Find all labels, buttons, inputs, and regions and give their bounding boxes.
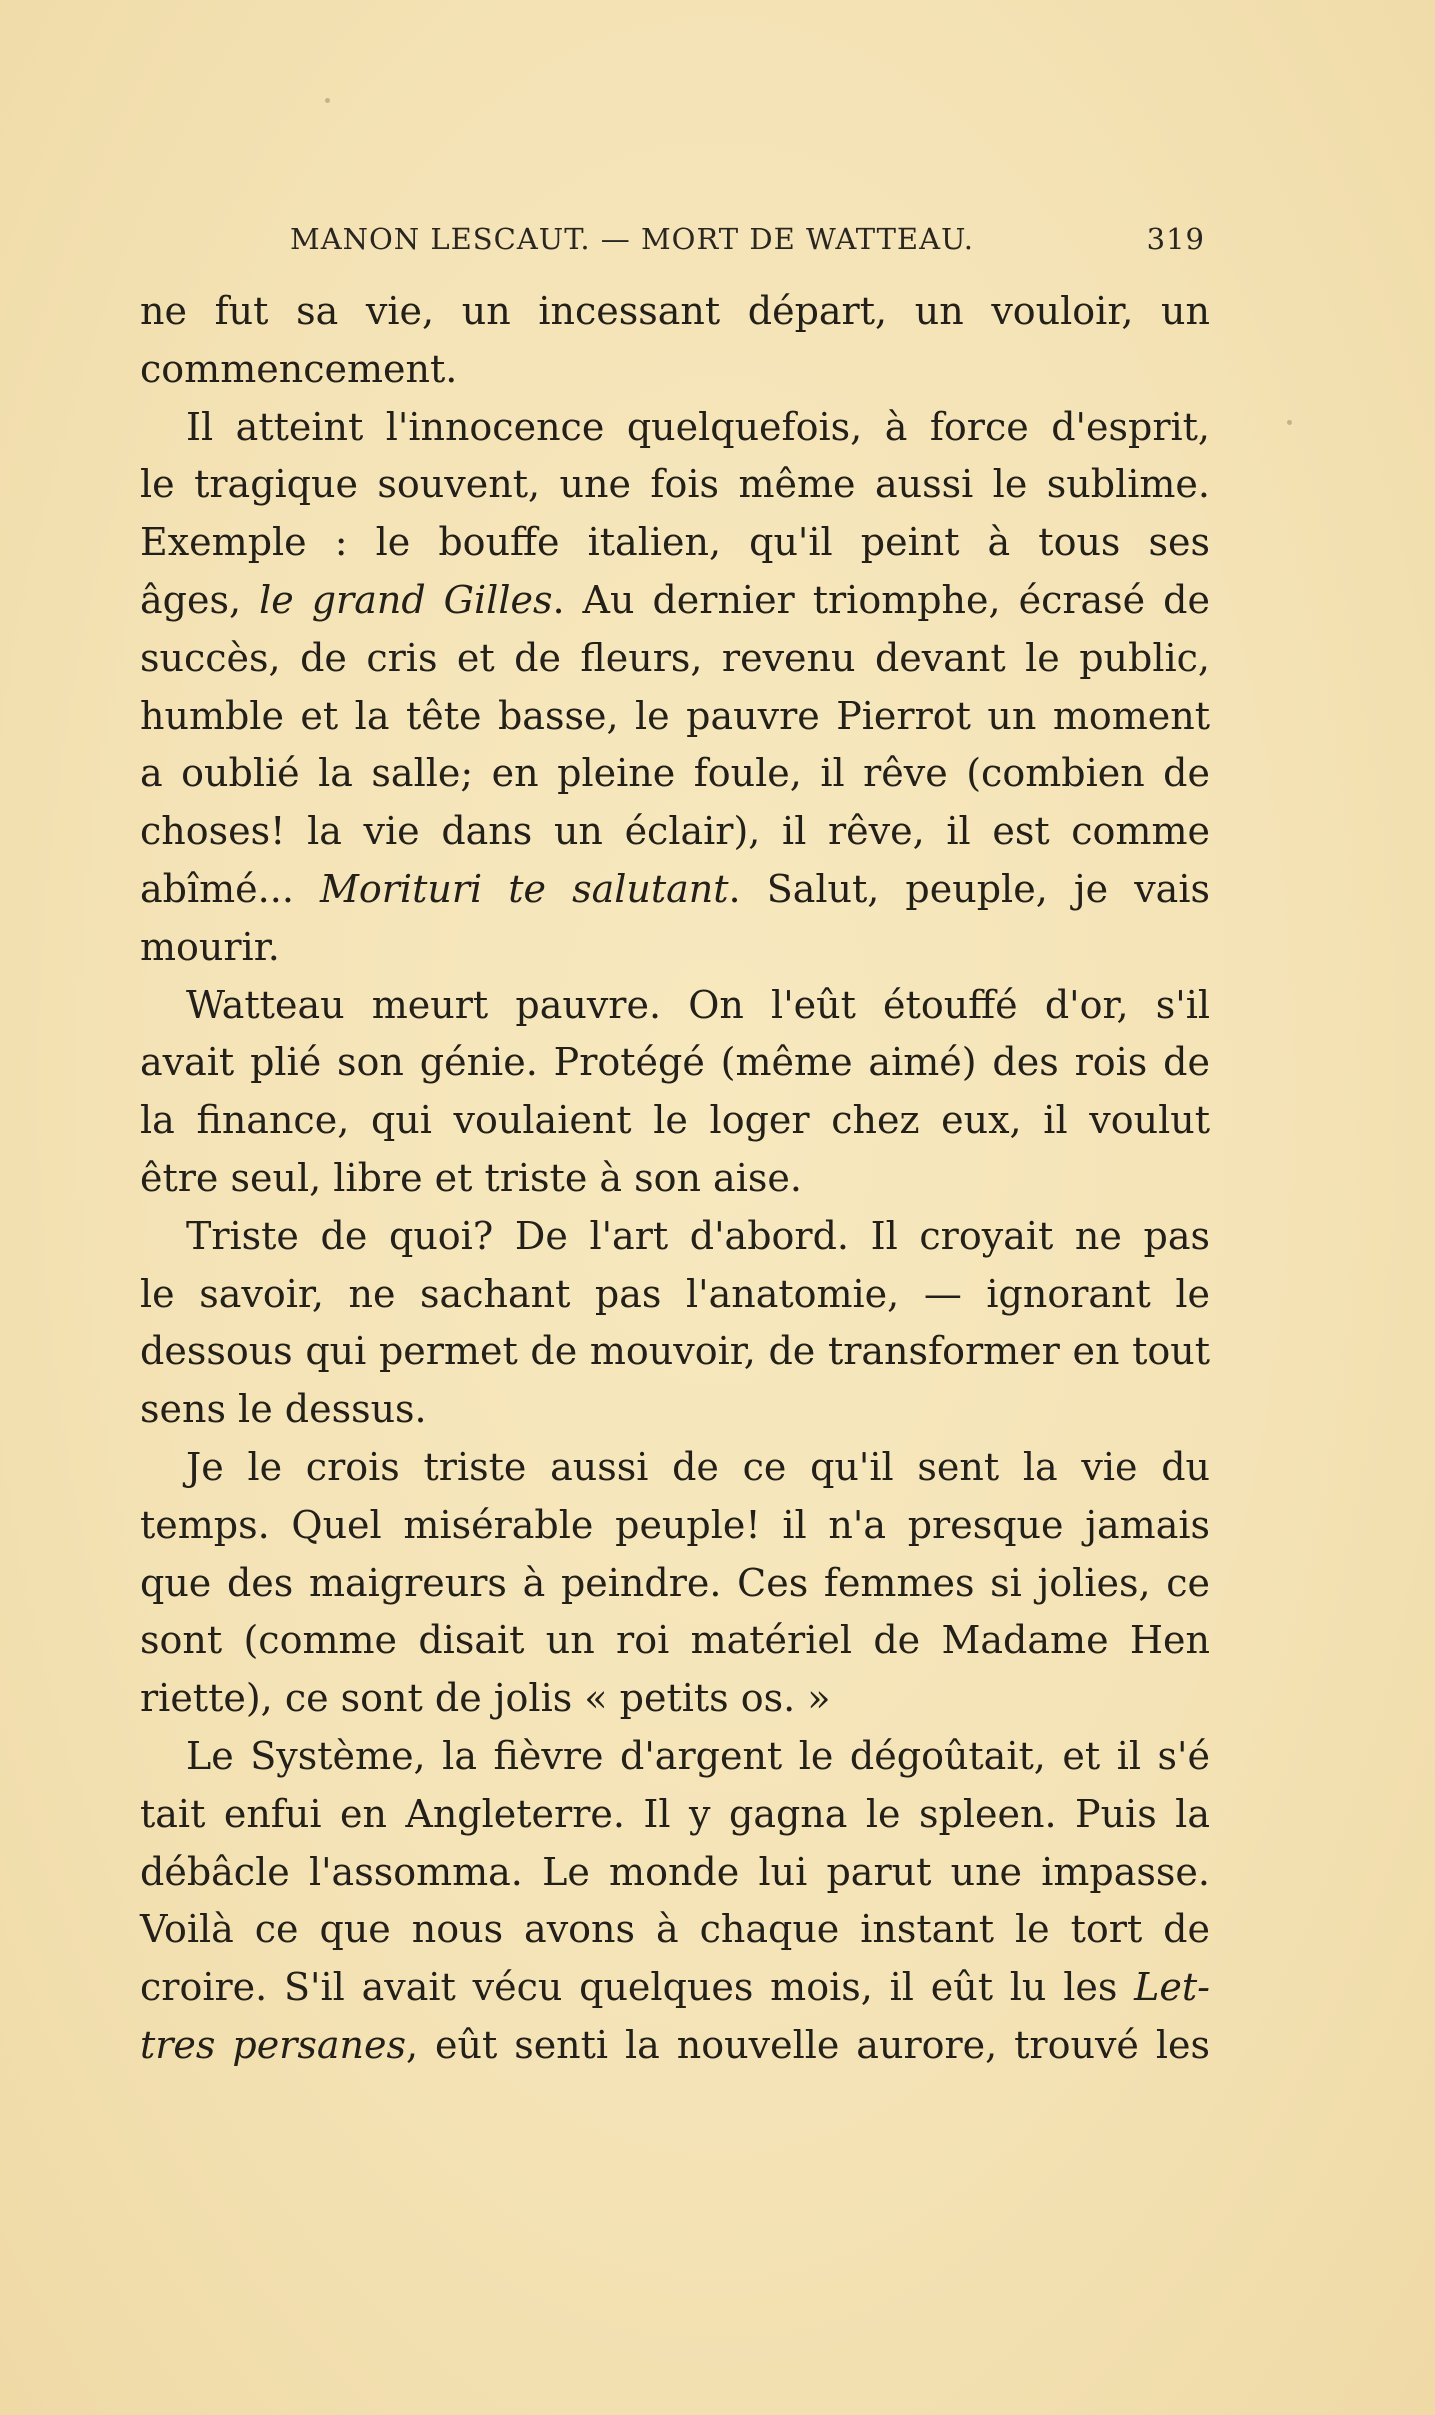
text-run: la finance, qui voulaient le loger chez eux, il voulut xyxy=(140,1098,1210,1143)
text-run: abîmé... xyxy=(140,866,320,911)
text-run: , eût senti la nouvelle aurore, trouvé les xyxy=(405,2022,1210,2067)
text-line xyxy=(140,341,1210,399)
paper-speck xyxy=(1287,420,1292,425)
text-run: ne fut sa vie, un incessant départ, un vouloir, un xyxy=(140,289,1210,333)
text-line xyxy=(140,1901,1210,1959)
text-line xyxy=(140,1092,1210,1150)
text-run: Le Système, la fièvre d'argent le dégoûtait, et il s'é xyxy=(186,1733,1210,1778)
text-line xyxy=(140,1844,1210,1902)
italic-title: le grand Gilles xyxy=(259,577,553,622)
text-line xyxy=(140,2017,1210,2075)
text-line xyxy=(140,456,1210,514)
text-line xyxy=(140,1208,1210,1266)
text-run: Exemple : le bouffe italien, qu'il peint à tous ses xyxy=(140,520,1210,565)
text-line xyxy=(140,514,1210,572)
text-run: que des maigreurs à peindre. Ces femmes si jolies, ce xyxy=(140,1560,1210,1605)
text-line xyxy=(140,1266,1210,1324)
text-line xyxy=(140,688,1210,746)
text-line xyxy=(140,1670,1210,1728)
text-run: avait plié son génie. Protégé (même aimé) des rois de xyxy=(140,1040,1210,1085)
text-run: tait enfui en Angleterre. Il y gagna le spleen. Puis la xyxy=(140,1791,1210,1836)
text-run: a oublié la salle; en pleine foule, il rêve (combien de xyxy=(140,751,1210,796)
italic-title: tres persanes xyxy=(140,2022,406,2067)
text-run: . Au dernier triomphe, écrasé de xyxy=(552,577,1210,622)
text-run: le tragique souvent, une fois même aussi le sublime. xyxy=(140,462,1210,507)
text-line xyxy=(140,803,1210,861)
text-run: âges, xyxy=(140,577,260,622)
text-line xyxy=(140,977,1210,1035)
italic-title: Let- xyxy=(1134,1965,1210,2010)
text-run: être seul, libre et triste à son aise. xyxy=(140,1155,802,1200)
paper-speck xyxy=(325,98,330,103)
text-line xyxy=(140,745,1210,803)
text-line xyxy=(140,630,1210,688)
text-run: Triste de quoi? De l'art d'abord. Il croyait ne pas xyxy=(186,1213,1210,1258)
text-run: le savoir, ne sachant pas l'anatomie, — ignorant le xyxy=(140,1271,1210,1316)
text-run: commencement. xyxy=(140,346,458,391)
text-run: Il atteint l'innocence quelquefois, à force d'esprit, xyxy=(186,404,1210,449)
text-line xyxy=(140,1439,1210,1497)
text-run: mourir. xyxy=(140,924,280,969)
text-line xyxy=(140,399,1210,457)
text-line xyxy=(140,1728,1210,1786)
italic-title: Morituri te salutant xyxy=(319,866,729,911)
running-title: MANON LESCAUT. — MORT DE WATTEAU. xyxy=(290,222,975,256)
page-header xyxy=(140,222,1205,266)
text-run: croire. S'il avait vécu quelques mois, il eût lu les xyxy=(140,1965,1135,2010)
text-line xyxy=(140,1786,1210,1844)
text-line xyxy=(140,1034,1210,1092)
text-line xyxy=(140,1150,1210,1208)
text-line xyxy=(140,1497,1210,1555)
text-line xyxy=(140,1555,1210,1613)
text-line xyxy=(140,919,1210,977)
text-line xyxy=(140,1323,1210,1381)
text-line xyxy=(140,861,1210,919)
text-run: humble et la tête basse, le pauvre Pierrot un moment xyxy=(140,693,1210,738)
text-run: Je le crois triste aussi de ce qu'il sent la vie du xyxy=(186,1444,1210,1489)
text-run: sont (comme disait un roi matériel de Madame Hen xyxy=(140,1618,1210,1663)
text-run: riette), ce sont de jolis « petits os. » xyxy=(140,1676,831,1721)
text-line xyxy=(140,572,1210,630)
text-run: dessous qui permet de mouvoir, de transformer en tout xyxy=(140,1329,1210,1374)
text-run: . Salut, peuple, je vais xyxy=(728,866,1210,911)
page-number: 319 xyxy=(1146,222,1205,256)
text-run: Watteau meurt pauvre. On l'eût étouffé d'or, s'il xyxy=(186,982,1210,1027)
text-run: choses! la vie dans un éclair), il rêve, il est comme xyxy=(140,809,1210,854)
text-run: temps. Quel misérable peuple! il n'a presque jamais xyxy=(140,1502,1210,1547)
text-run: Voilà ce que nous avons à chaque instant le tort de xyxy=(140,1907,1210,1952)
text-line xyxy=(140,1381,1210,1439)
text-run: sens le dessus. xyxy=(140,1387,427,1432)
text-line xyxy=(140,283,1210,341)
text-run: succès, de cris et de fleurs, revenu devant le public, xyxy=(140,635,1210,680)
text-line xyxy=(140,1612,1210,1670)
text-run: débâcle l'assomma. Le monde lui parut une impasse. xyxy=(140,1849,1210,1894)
text-line xyxy=(140,1959,1210,2017)
body-text xyxy=(140,283,1210,2075)
